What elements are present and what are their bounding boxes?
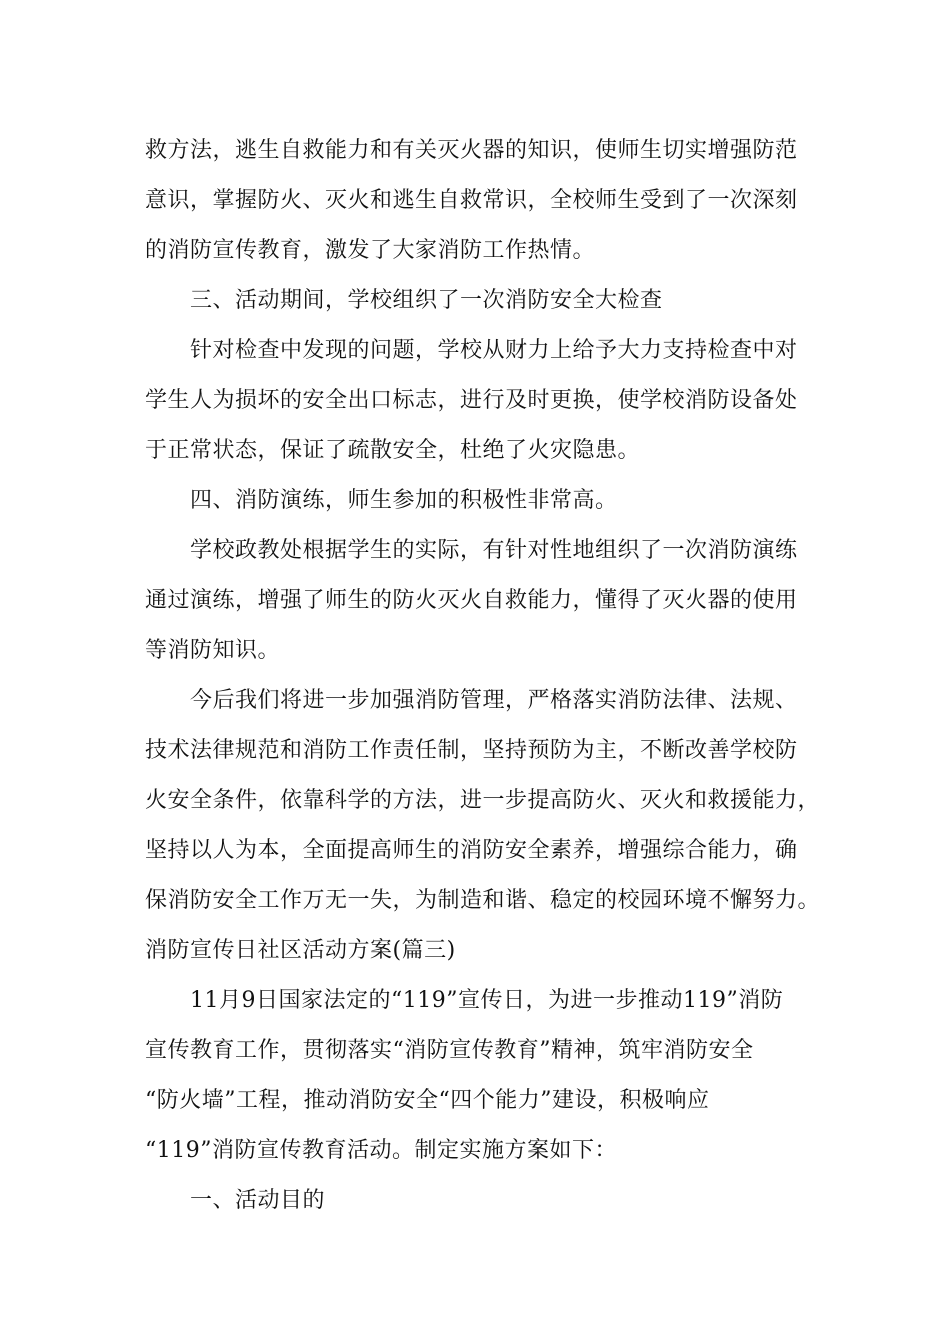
body-text-line: 技术法律规范和消防工作责任制，坚持预防为主，不断改善学校防 (145, 738, 798, 763)
body-text-line: 坚持以人为本，全面提高师生的消防安全素养，增强综合能力，确 (145, 838, 798, 863)
body-text-line: 于正常状态，保证了疏散安全，杜绝了火灾隐患。 (145, 438, 641, 463)
body-text-line: “防火墙”工程，推动消防安全“四个能力”建设，积极响应 (145, 1088, 710, 1113)
body-text-line: 通过演练，增强了师生的防火灭火自救能力，懂得了灭火器的使用 (145, 588, 798, 613)
body-text-line: 11月9日国家法定的“119”宣传日，为进一步推动119”消防 (190, 988, 784, 1013)
body-text-line: 针对检查中发现的问题，学校从财力上给予大力支持检查中对 (190, 338, 798, 363)
body-text-line: 学校政教处根据学生的实际，有针对性地组织了一次消防演练 (190, 538, 798, 563)
body-text-line: 今后我们将进一步加强消防管理，严格落实消防法律、法规、 (190, 688, 798, 713)
body-text-line: “119”消防宣传教育活动。制定实施方案如下： (145, 1138, 617, 1163)
section-heading: 四、消防演练，师生参加的积极性非常高。 (190, 488, 618, 513)
body-text-line: 救方法，逃生自救能力和有关灭火器的知识，使师生切实增强防范 (145, 138, 798, 163)
body-text-line: 的消防宣传教育，激发了大家消防工作热情。 (145, 238, 596, 263)
body-text-line: 等消防知识。 (145, 638, 281, 663)
document-title: 消防宣传日社区活动方案(篇三) (145, 938, 456, 963)
body-text-line: 火安全条件，依靠科学的方法，进一步提高防火、灭火和救援能力， (145, 788, 821, 813)
body-text-line: 宣传教育工作，贯彻落实“消防宣传教育”精神，筑牢消防安全 (145, 1038, 754, 1063)
body-text-line: 意识，掌握防火、灭火和逃生自救常识，全校师生受到了一次深刻 (145, 188, 798, 213)
section-heading: 一、活动目的 (190, 1188, 326, 1213)
body-text-line: 学生人为损坏的安全出口标志，进行及时更换，使学校消防设备处 (145, 388, 798, 413)
section-heading: 三、活动期间，学校组织了一次消防安全大检查 (190, 288, 663, 313)
body-text-line: 保消防安全工作万无一失，为制造和谐、稳定的校园环境不懈努力。 (145, 888, 821, 913)
